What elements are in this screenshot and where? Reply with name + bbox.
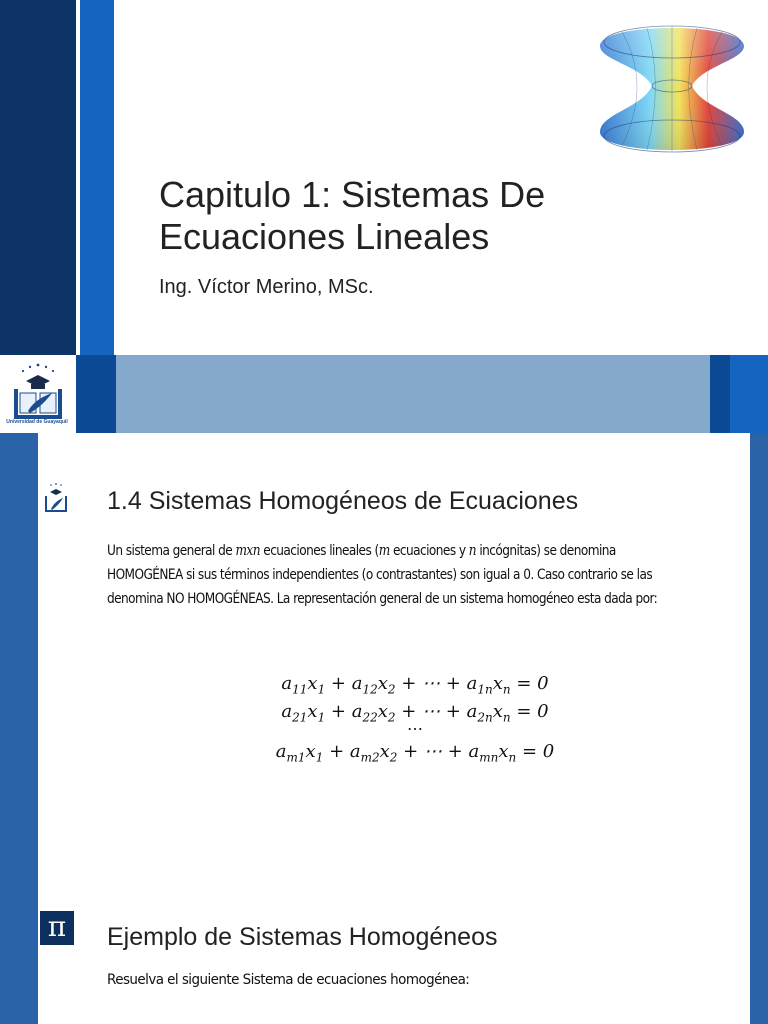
left-blue-bar	[80, 0, 114, 355]
slide-separator-band	[0, 355, 768, 433]
title-line-2: Ecuaciones Lineales	[159, 216, 490, 257]
example-heading: Ejemplo de Sistemas Homogéneos	[107, 923, 498, 951]
para-text-3: ecuaciones y	[389, 543, 469, 559]
title-slide	[0, 0, 768, 355]
pi-icon: π	[40, 911, 74, 945]
presentation-title	[159, 174, 759, 258]
author-name: Ing. Víctor Merino, MSc.	[159, 276, 374, 298]
para-text-4: incógnitas) se denomina HOMOGÉNEA si sus términos independientes (o contrastantes) son igual a 0. Caso contrario se las denomina NO HOMOGÉNEAS. La representación general de un sistema homogéneo esta dada por:	[107, 543, 658, 607]
example-instruction: Resuelva el siguiente Sistema de ecuaciones homogénea:	[107, 972, 470, 988]
band-dark-block	[76, 355, 116, 433]
right-strip	[750, 433, 768, 1024]
title-line-1: Capitulo 1: Sistemas De	[159, 174, 546, 215]
hyperboloid-illustration	[592, 8, 752, 164]
math-n: n	[468, 543, 477, 559]
equation-row-2: $a_{21}x_1 + a_{22}x_2$ + ⋯ + $a_{2n}x_n = 0$	[281, 701, 549, 725]
definition-paragraph	[107, 539, 684, 611]
left-strip	[0, 433, 38, 1024]
equation-row-1: $a_{11}x_1 + a_{12}x_2$ + ⋯ + $a_{1n}x_n = 0$	[281, 673, 549, 697]
content-slide	[0, 433, 768, 1024]
university-name: Universidad de Guayaquil	[6, 419, 68, 425]
para-text-1: Un sistema general de	[107, 543, 236, 559]
band-dark-block-right	[710, 355, 730, 433]
math-m: m	[378, 543, 390, 559]
math-mxn: mxn	[235, 543, 260, 559]
equation-ellipsis: ⋯	[407, 719, 423, 738]
section-heading: 1.4 Sistemas Homogéneos de Ecuaciones	[107, 487, 579, 515]
university-logo-small-icon	[42, 481, 70, 519]
para-text-2: ecuaciones lineales (	[259, 543, 379, 559]
band-light-block	[116, 355, 710, 433]
band-blue-block-right	[730, 355, 768, 433]
equation-row-m: $a_{m1}x_1 + a_{m2}x_2$ + ⋯ + $a_{mn}x_n = 0$	[275, 741, 555, 765]
left-dark-bar	[0, 0, 76, 355]
